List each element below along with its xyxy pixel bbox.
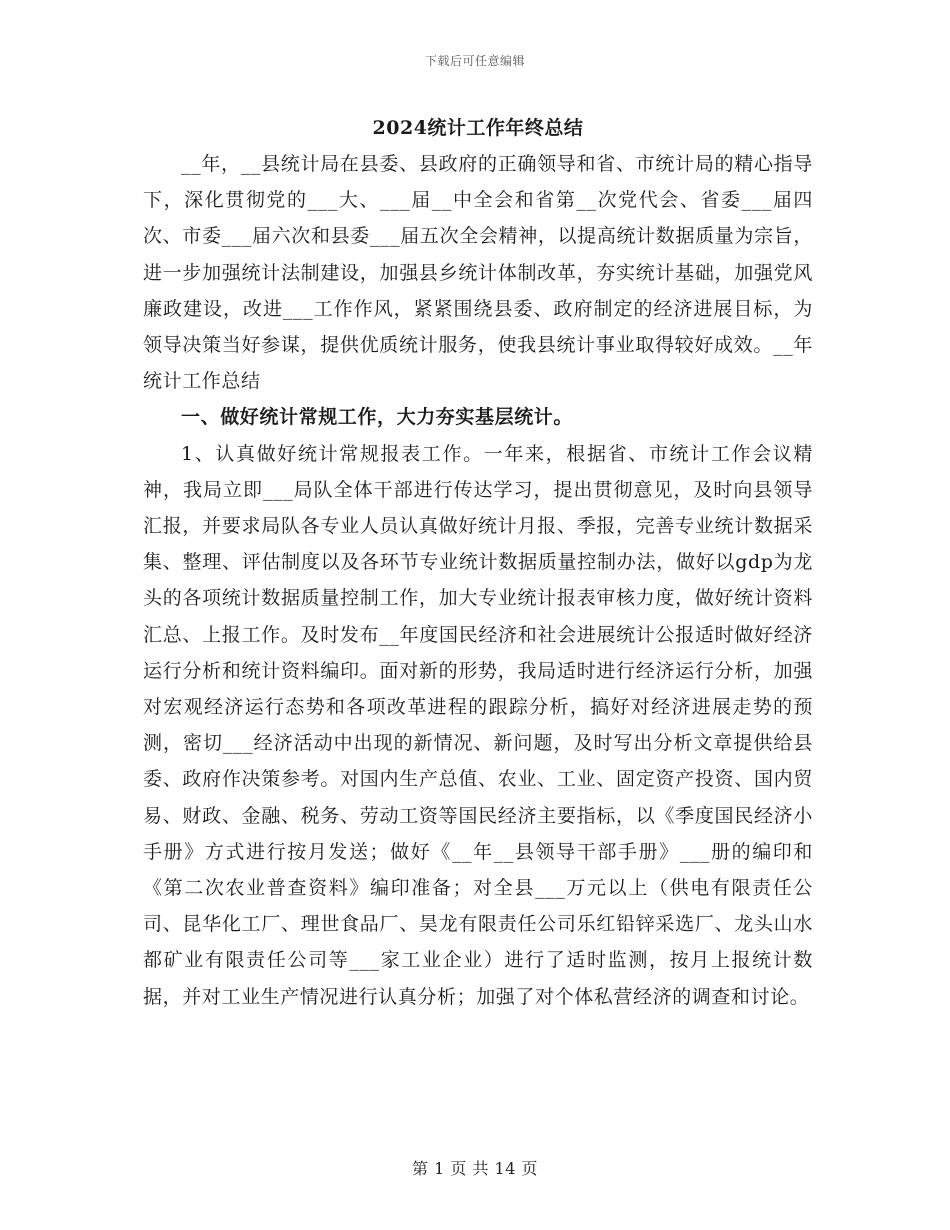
intro-paragraph: __年，__县统计局在县委、县政府的正确领导和省、市统计局的精心指导下，深化贯彻党的___大、___届__中全会和省第__次党代会、省委___届四次、市委___届六次和县委___届五次全会精神，以提高统计数据质量为宗旨，进一步加强统计法制建设，加强县乡统计体制改革，夯实统计基础，加强党风廉政建设，改进___工作作风，紧紧围绕县委、政府制定的经济进展目标，为领导决策当好参谋，提供优质统计服务，使我县统计事业取得较好成效。__年统计工作总结 — [143, 153, 813, 393]
section-paragraph: 1、认真做好统计常规报表工作。一年来，根据省、市统计工作会议精神，我局立即___局队全体干部进行传达学习，提出贯彻意见，及时向县领导汇报，并要求局队各专业人员认真做好统计月报、季报，完善专业统计数据采集、整理、评估制度以及各环节专业统计数据质量控制办法，做好以gdp为龙头的各项统计数据质量控制工作，加大专业统计报表审核力度，做好统计资料汇总、上报工作。及时发布__年度国民经济和社会进展统计公报适时做好经济运行分析和统计资料编印。面对新的形势，我局适时进行经济运行分析，加强对宏观经济运行态势和各项改革进程的跟踪分析，搞好对经济进展走势的预测，密切___经济活动中出现的新情况、新问题，及时写出分析文章提供给县委、政府作决策参考。对国内生产总值、农业、工业、固定资产投资、国内贸易、财政、金融、税务、劳动工资等国民经济主要指标，以《季度国民经济小手册》方式进行按月发送；做好《__年__县领导干部手册》___册的编印和《第二次农业普查资料》编印准备；对全县___万元以上（供电有限责任公司、昆华化工厂、理世食品厂、昊龙有限责任公司乐红铅锌采选厂、龙头山水都矿业有限责任公司等___家工业企业）进行了适时监测，按月上报统计数据，并对工业生产情况进行认真分析；加强了对个体私营经济的调查和讨论。 — [143, 442, 813, 1008]
document-body — [143, 110, 813, 1015]
page-header-note: 下载后可任意编辑 — [424, 54, 525, 68]
page-number: 第 1 页 共 14 页 — [412, 1159, 538, 1178]
document-title: 2024统计工作年终总结 — [372, 117, 584, 139]
section-heading: 一、做好统计常规工作，大力夯实基层统计。 — [181, 406, 574, 429]
